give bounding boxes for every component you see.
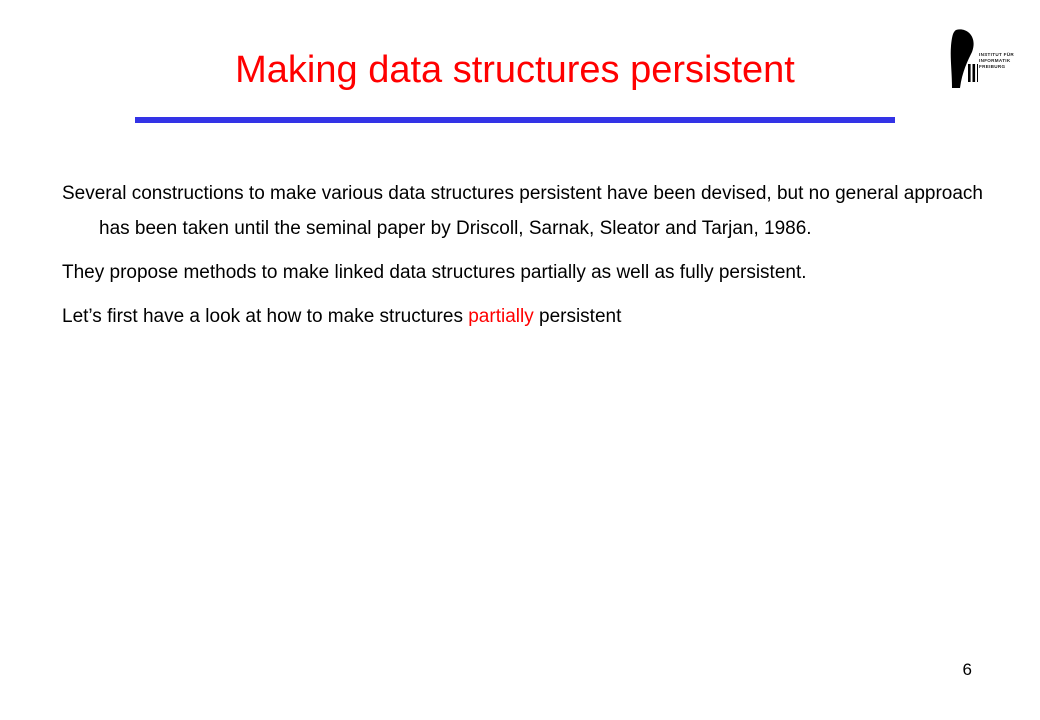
- logo-caption-line: INSTITUT FÜR: [979, 52, 1014, 57]
- logo-caption: [979, 52, 1028, 71]
- title-underline: [135, 117, 895, 123]
- paragraph-1: Several constructions to make various data structures persistent have been devised, but no general approach has been taken until the seminal paper by Driscoll, Sarnak, Sleator and Tarjan, 1986.: [62, 183, 983, 239]
- iif-logo: [948, 28, 1028, 92]
- highlight-partially: partially: [468, 306, 534, 327]
- paragraph-2: They propose methods to make linked data structures partially as well as fully persistent.: [62, 262, 807, 283]
- slide-title: Making data structures persistent: [235, 49, 795, 91]
- page-number: 6: [962, 660, 972, 679]
- paragraph-3-tail: persistent: [533, 306, 622, 327]
- logo-caption-line: INFORMATIK: [979, 58, 1011, 64]
- slide-body: [62, 176, 997, 343]
- iif-logo-icon: [948, 28, 978, 92]
- paragraph-3: [62, 299, 997, 334]
- logo-caption-line: FREIBURG: [979, 64, 1006, 70]
- paragraph-3-lead: Let’s first have a look at how to make structures: [62, 306, 469, 327]
